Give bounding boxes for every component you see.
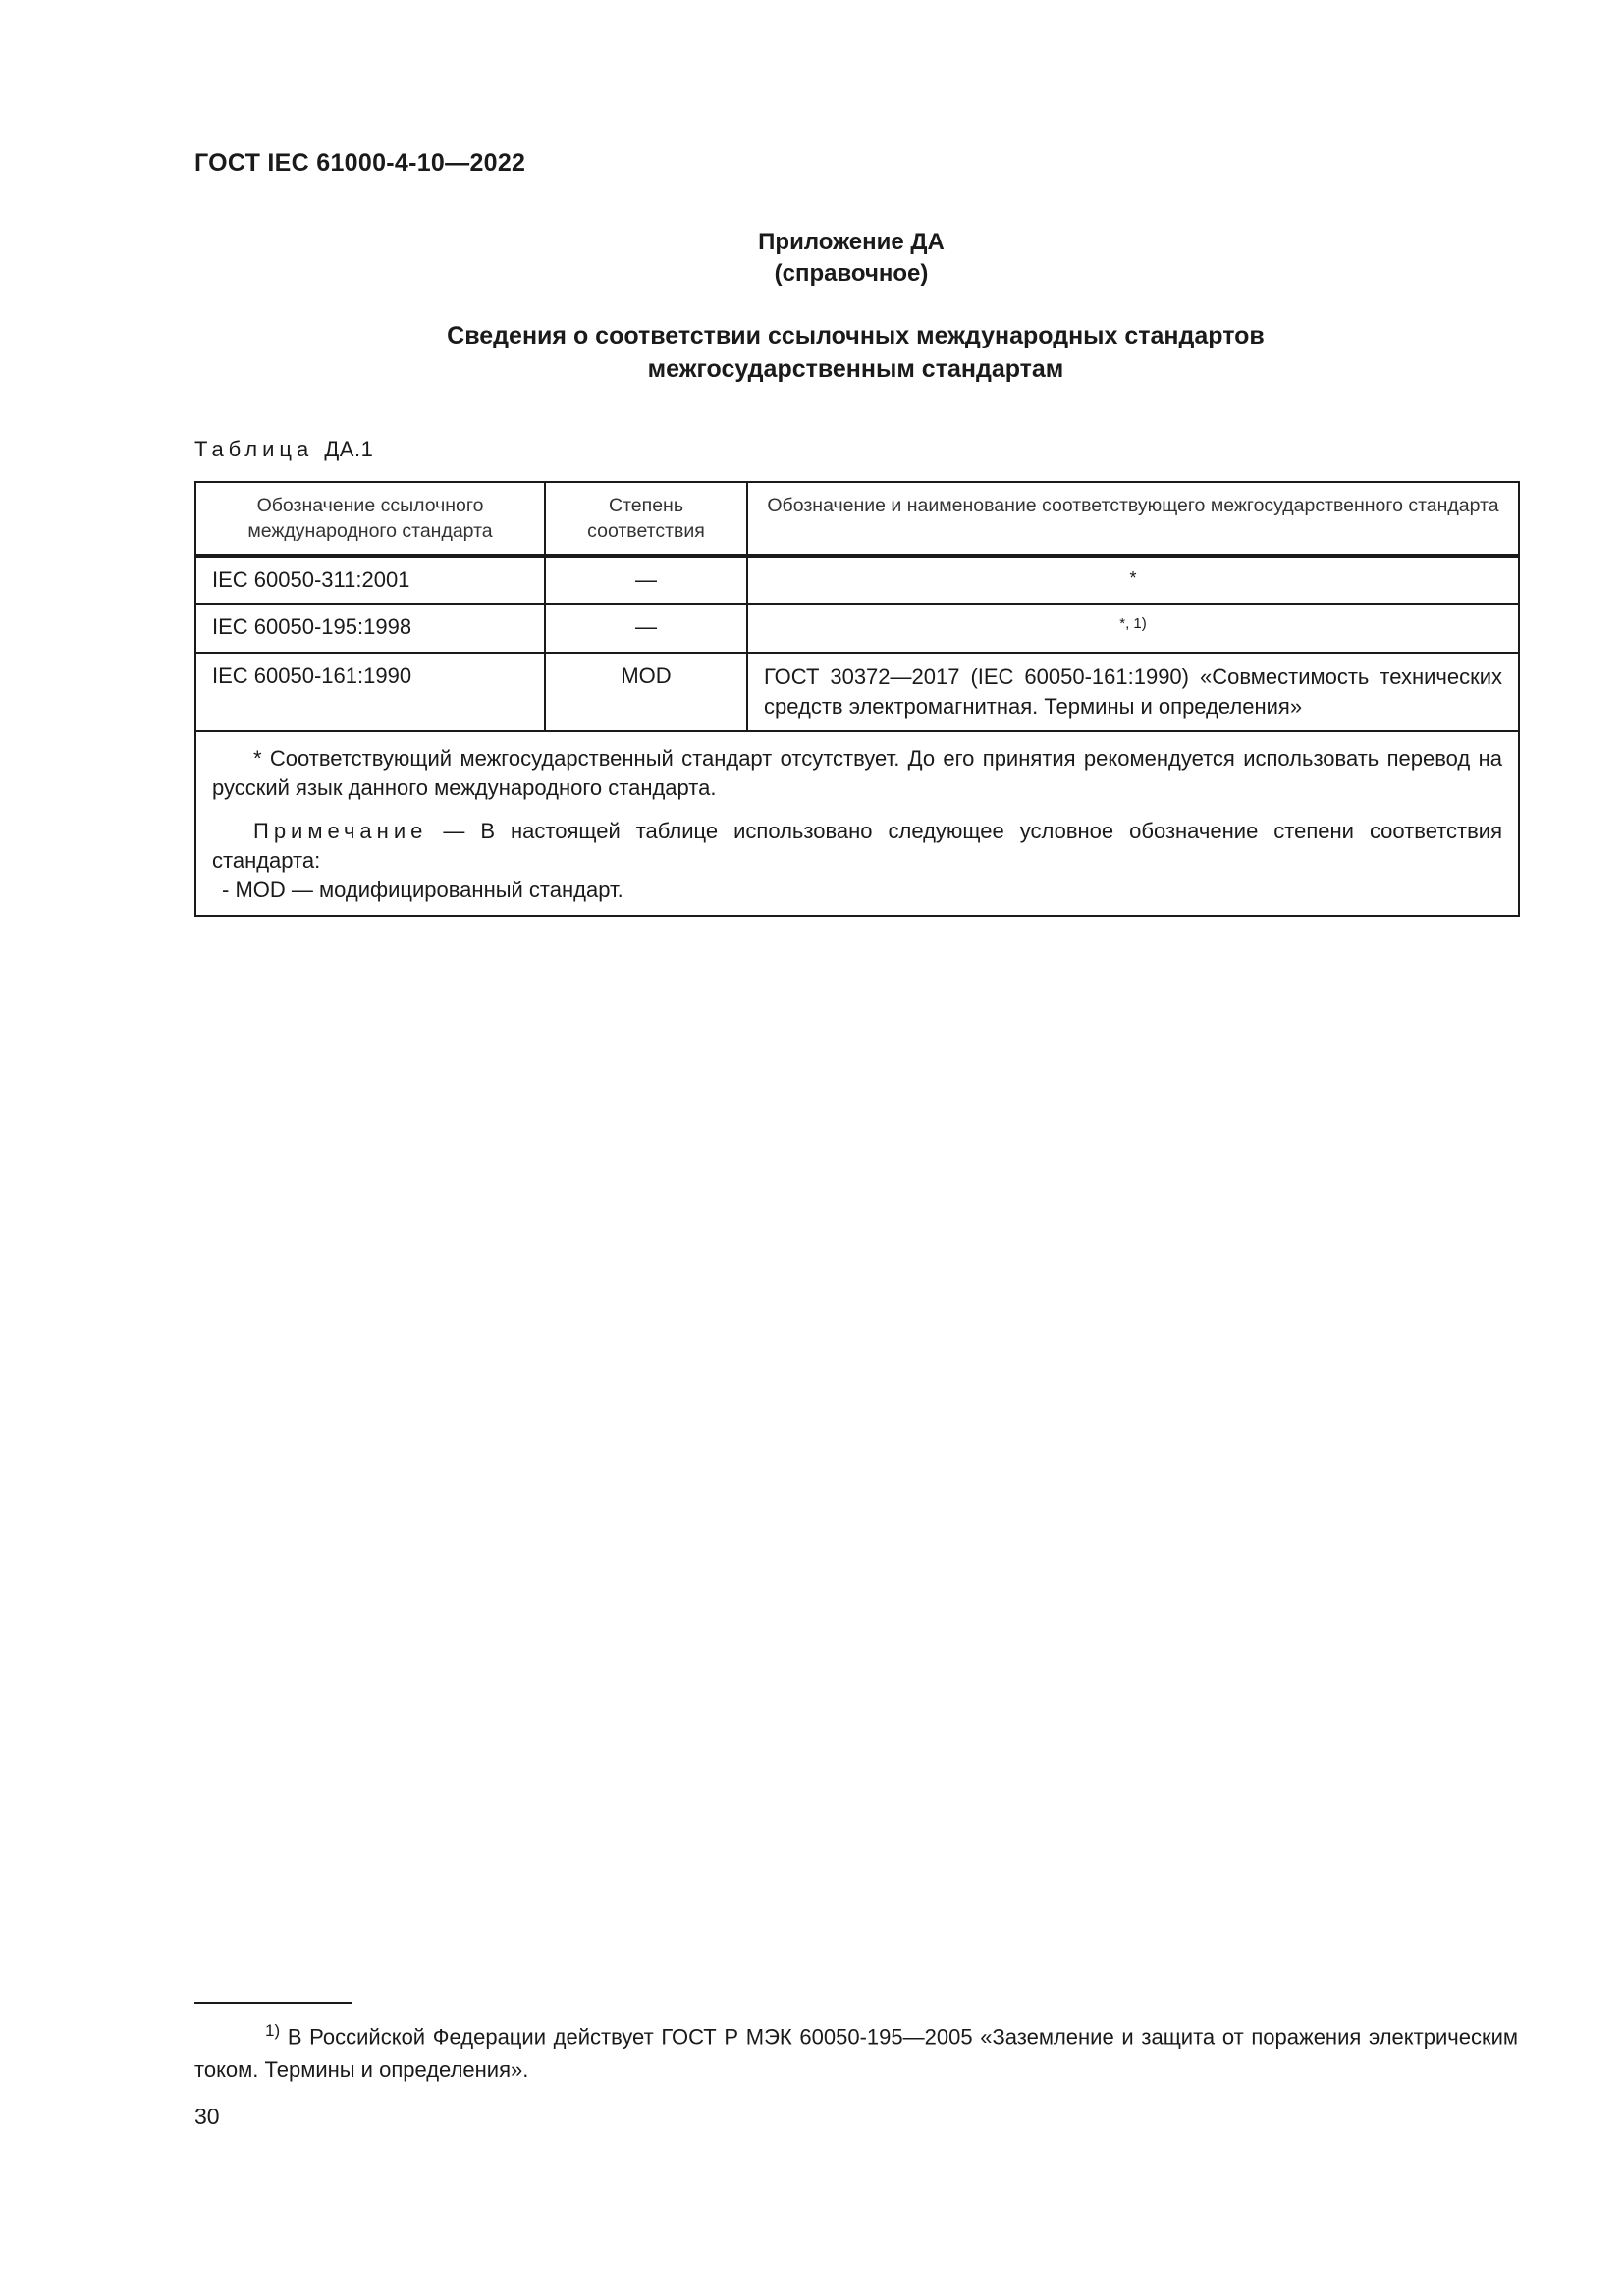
table-row xyxy=(195,604,1519,653)
footnote-mark: 1) xyxy=(265,2021,281,2040)
note-label: Примечание xyxy=(253,819,428,843)
cell-ref: IEC 60050-161:1990 xyxy=(195,653,545,731)
cell-gost-mark: *, 1) xyxy=(1119,615,1147,632)
cell-gost xyxy=(747,604,1519,653)
table-notes xyxy=(195,731,1519,916)
standards-table xyxy=(194,481,1520,917)
cell-degree: MOD xyxy=(545,653,747,731)
annex-title: Приложение ДА xyxy=(758,229,945,255)
table-notes-row xyxy=(195,731,1519,916)
header-degree: Степень соответствия xyxy=(545,482,747,556)
table-caption-word: Таблица xyxy=(194,437,314,461)
table-caption-number: ДА.1 xyxy=(324,437,374,461)
table-row xyxy=(195,653,1519,731)
note-star: * Соответствующий межгосударственный стандарт отсутствует. До его принятия рекомендуется использовать перевод на русский язык данного международного стандарта. xyxy=(212,746,1502,800)
table-row xyxy=(195,556,1519,604)
header-gost-standard: Обозначение и наименование соответствующего межгосударственного стандарта xyxy=(747,482,1519,556)
section-heading-line1: Сведения о соответствии ссылочных международных стандартов xyxy=(447,322,1265,349)
cell-ref: IEC 60050-311:2001 xyxy=(195,556,545,604)
annex-subtitle: (справочное) xyxy=(774,260,929,287)
footnote-separator xyxy=(194,2002,352,2004)
cell-degree: — xyxy=(545,604,747,653)
table-header-row xyxy=(195,482,1519,556)
footnote-text: В Российской Федерации действует ГОСТ Р МЭК 60050-195—2005 «Заземление и защита от поражения электрическим током. Термины и определения». xyxy=(194,2024,1518,2083)
footnote xyxy=(194,2014,1518,2087)
page-number: 30 xyxy=(194,2104,220,2129)
note-paragraph xyxy=(212,817,1502,876)
note-text: — В настоящей таблице использовано следующее условное обозначение степени соответствия стандарта: xyxy=(212,819,1502,873)
cell-gost-mark: * xyxy=(1129,568,1137,588)
section-heading-line2: межгосударственным стандартам xyxy=(647,355,1064,383)
cell-gost: ГОСТ 30372—2017 (IEC 60050-161:1990) «Совместимость технических средств электромагнитная. Термины и определения» xyxy=(747,653,1519,731)
cell-gost xyxy=(747,556,1519,604)
note-item: - MOD — модифицированный стандарт. xyxy=(222,878,623,902)
header-ref-standard: Обозначение ссылочного международного стандарта xyxy=(195,482,545,556)
document-code: ГОСТ IEC 61000-4-10—2022 xyxy=(194,149,526,177)
table-caption xyxy=(194,437,373,462)
cell-ref: IEC 60050-195:1998 xyxy=(195,604,545,653)
cell-degree: — xyxy=(545,556,747,604)
